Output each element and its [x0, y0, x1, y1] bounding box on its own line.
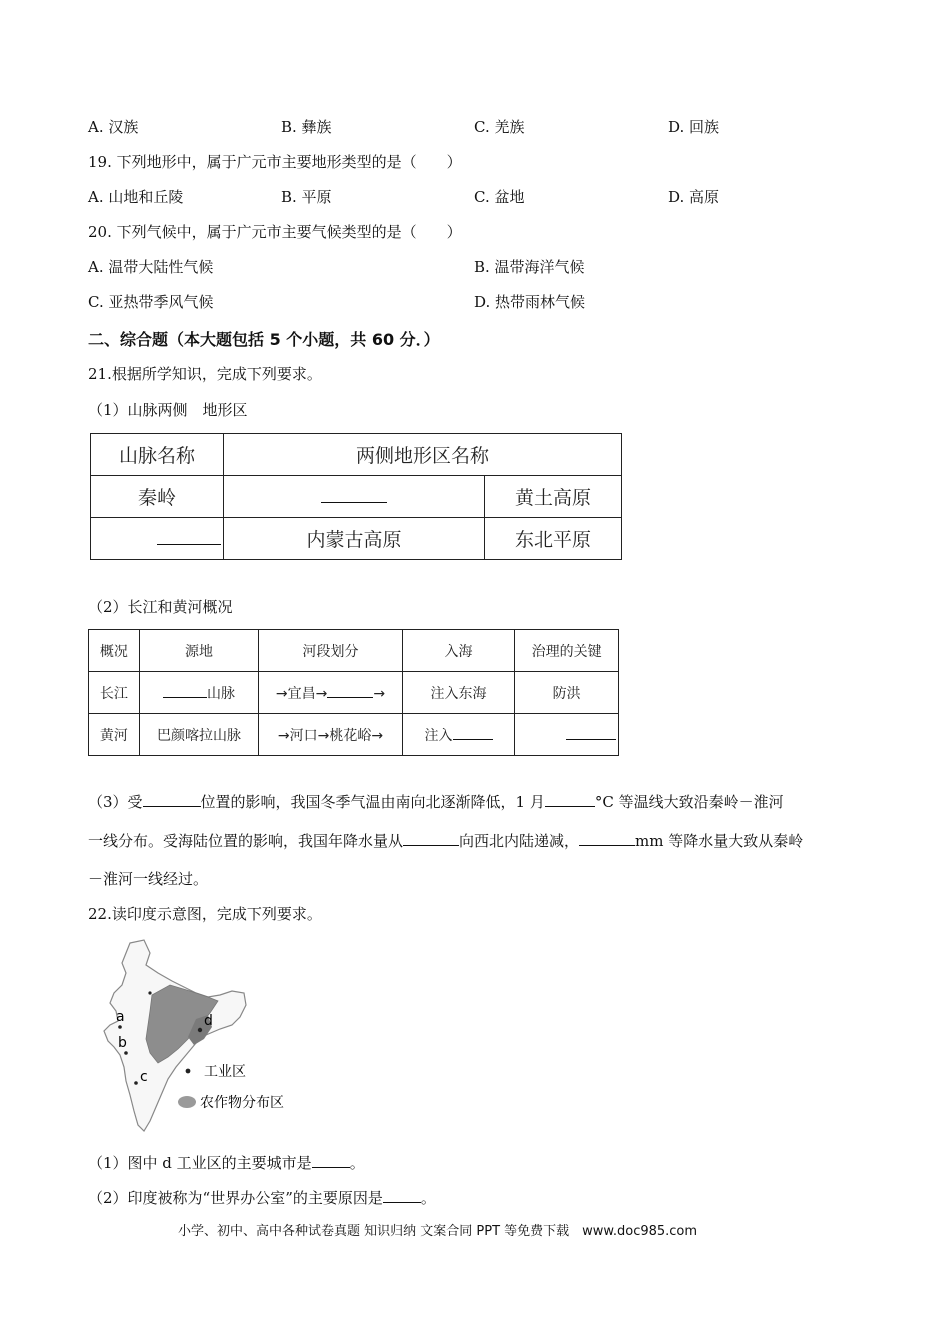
- hh-name: 黄河: [89, 714, 140, 756]
- river-table: [88, 629, 619, 756]
- row2-right: 东北平原: [485, 518, 622, 560]
- q18-option-c: C. 羌族: [474, 118, 525, 136]
- map-label-a: a: [116, 1009, 125, 1025]
- row2-blank-cell[interactable]: [91, 518, 224, 560]
- answer-blank[interactable]: [566, 725, 616, 740]
- cj-source-suffix: 山脉: [207, 685, 236, 702]
- hh-source: 巴颜喀拉山脉: [139, 714, 259, 756]
- legend-crop-label: 农作物分布区: [200, 1095, 284, 1111]
- q21-part3-line3: －淮河一线经过。: [88, 870, 209, 888]
- cj-seg-start: →宜昌→: [275, 685, 328, 702]
- q19-option-d: D. 高原: [668, 188, 720, 206]
- text-segment: 。: [349, 1154, 365, 1172]
- q20-stem: 20. 下列气候中，属于广元市主要气候类型的是（ ）: [88, 223, 462, 241]
- india-map: [100, 935, 310, 1150]
- industrial-dot-d: [198, 1028, 202, 1032]
- cj-source[interactable]: [139, 672, 259, 714]
- answer-blank[interactable]: [143, 792, 201, 807]
- q18-option-d: D. 回族: [668, 118, 720, 136]
- q19-stem: 19. 下列地形中，属于广元市主要地形类型的是（ ）: [88, 153, 462, 171]
- text-segment: （2）印度被称为“世界办公室”的主要原因是: [88, 1189, 383, 1207]
- q21-part3-line1: [88, 792, 784, 812]
- mountain-table: [90, 433, 622, 560]
- map-label-d: d: [204, 1013, 213, 1029]
- answer-blank[interactable]: [157, 530, 221, 545]
- text-segment: 。: [420, 1189, 436, 1207]
- q20-option-d: D. 热带雨林气候: [474, 293, 586, 311]
- row1-right: 黄土高原: [485, 476, 622, 518]
- q18-option-a: A. 汉族: [88, 118, 139, 136]
- answer-blank[interactable]: [453, 725, 493, 740]
- q18-option-b: B. 彝族: [281, 118, 332, 136]
- answer-blank[interactable]: [321, 488, 387, 503]
- q21-stem: 21.根据所学知识，完成下列要求。: [88, 365, 322, 383]
- text-segment: 一线分布。受海陆位置的影响，我国年降水量从: [88, 832, 404, 850]
- cj-sea: 注入东海: [402, 672, 515, 714]
- text-segment: 位置的影响，我国冬季气温由南向北逐渐降低，1 月: [200, 793, 545, 811]
- page-footer: 小学、初中、高中各种试卷真题 知识归纳 文案合同 PPT 等免费下载 www.doc985.com: [178, 1224, 698, 1239]
- answer-blank[interactable]: [579, 831, 635, 846]
- section-2-title: 二、综合题（本大题包括 5 个小题，共 60 分．）: [88, 330, 440, 349]
- q22-stem: 22.读印度示意图，完成下列要求。: [88, 905, 322, 923]
- industrial-dot-b: [124, 1051, 128, 1055]
- q21-part1: （1）山脉两侧 地形区: [88, 401, 248, 419]
- q20-option-c: C. 亚热带季风气候: [88, 293, 214, 311]
- q19-option-b: B. 平原: [281, 188, 332, 206]
- industrial-dot-n: [148, 991, 151, 994]
- header-sea: 入海: [402, 630, 515, 672]
- q21-part2: （2）长江和黄河概况: [88, 598, 233, 616]
- q19-option-c: C. 盆地: [474, 188, 525, 206]
- hh-sea[interactable]: [402, 714, 515, 756]
- cj-key: 防洪: [515, 672, 619, 714]
- q19-option-a: A. 山地和丘陵: [88, 188, 184, 206]
- legend-industrial-icon: [186, 1069, 191, 1074]
- industrial-dot-a: [118, 1025, 122, 1029]
- text-segment: （1）图中 d 工业区的主要城市是: [88, 1154, 312, 1172]
- legend-industrial-label: 工业区: [204, 1064, 246, 1080]
- header-source: 源地: [139, 630, 259, 672]
- answer-blank[interactable]: [327, 683, 373, 698]
- text-segment: （3）受: [88, 793, 143, 811]
- header-regions: 两侧地形区名称: [224, 434, 622, 476]
- answer-blank[interactable]: [383, 1188, 421, 1203]
- q22-part2: [88, 1188, 436, 1208]
- answer-blank[interactable]: [403, 831, 459, 846]
- hh-key[interactable]: [515, 714, 619, 756]
- answer-blank[interactable]: [163, 683, 207, 698]
- cj-name: 长江: [89, 672, 140, 714]
- cj-seg-end: →: [373, 685, 386, 702]
- answer-blank[interactable]: [545, 792, 595, 807]
- q20-option-a: A. 温带大陆性气候: [88, 258, 214, 276]
- answer-blank[interactable]: [312, 1153, 350, 1168]
- legend-crop-icon: [178, 1096, 196, 1108]
- row1-mountain: 秦岭: [91, 476, 224, 518]
- q22-part1: [88, 1153, 365, 1173]
- map-label-b: b: [118, 1035, 127, 1051]
- row2-middle: 内蒙古高原: [224, 518, 485, 560]
- header-key: 治理的关键: [515, 630, 619, 672]
- hh-sea-prefix: 注入: [424, 727, 453, 744]
- q21-part3-line2: [88, 831, 803, 851]
- industrial-dot-c: [134, 1081, 138, 1085]
- header-segments: 河段划分: [259, 630, 402, 672]
- text-segment: mm 等降水量大致从秦岭: [635, 832, 804, 850]
- text-segment: 向西北内陆递减，: [459, 832, 580, 850]
- hh-segments: →河口→桃花峪→: [259, 714, 402, 756]
- header-overview: 概况: [89, 630, 140, 672]
- header-mountain: 山脉名称: [91, 434, 224, 476]
- row1-blank-cell[interactable]: [224, 476, 485, 518]
- cj-segments[interactable]: [259, 672, 402, 714]
- text-segment: °C 等温线大致沿秦岭－淮河: [594, 793, 784, 811]
- map-label-c: c: [140, 1069, 148, 1085]
- q20-option-b: B. 温带海洋气候: [474, 258, 585, 276]
